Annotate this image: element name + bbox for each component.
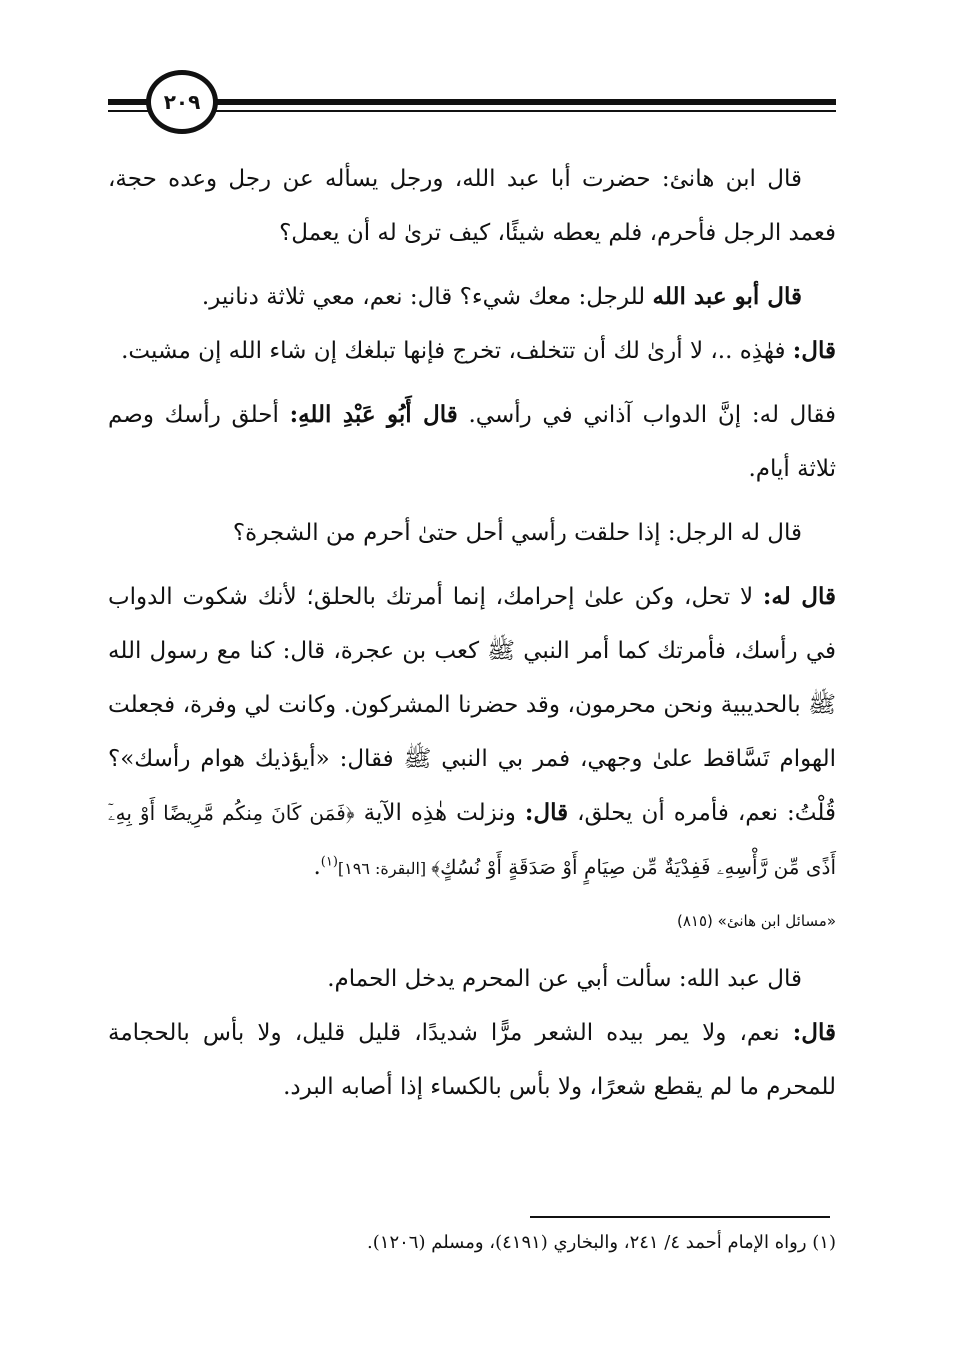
paragraph-6-text-2: ونزلت هٰذِه الآية — [354, 800, 525, 826]
paragraph-3 — [108, 324, 836, 378]
paragraph-2-text: للرجل: معك شيء؟ قال: نعم، معي ثلاثة دنانير. — [201, 284, 653, 310]
paragraph-8 — [108, 1006, 836, 1114]
paragraph-2 — [108, 270, 836, 324]
paragraph-5 — [108, 506, 836, 560]
page-number-oval — [146, 70, 218, 134]
paragraph-3-speaker: قال: — [792, 337, 836, 364]
paragraph-2-speaker: قال أبو عبد الله — [652, 283, 802, 310]
header-rule-thin — [108, 110, 836, 112]
paragraph-1-text: قال ابن هانئ: حضرت أبا عبد الله، ورجل يسأله عن رجل وعده حجة، فعمد الرجل فأحرم، فلم يعطه شيئًا، كيف ترىٰ له أن يعمل؟ — [108, 166, 836, 246]
source-citation — [108, 904, 836, 938]
paragraph-4-speaker: قال أَبُو عَبْدِ اللهِ: — [289, 401, 458, 428]
paragraph-5-text: قال له الرجل: إذا حلقت رأسي أحل حتىٰ أحرم من الشجرة؟ — [232, 520, 802, 546]
footnote — [108, 1228, 836, 1258]
page-body — [108, 152, 836, 1114]
paragraph-7-text: قال عبد الله: سألت أبي عن المحرم يدخل الحمام. — [327, 966, 802, 992]
paragraph-8-text: نعم، ولا يمر بيده الشعر مرًّا شديدًا، قليل قليل، ولا بأس بالحجامة للمحرم ما لم يقطع شعرًا، ولا بأس بالكساء إذا أصابه البرد. — [108, 1020, 836, 1100]
source-citation-text: «مسائل ابن هانئ» (٨١٥) — [677, 912, 836, 930]
paragraph-6-speaker: قال له: — [762, 583, 836, 610]
footnote-text: (١) رواه الإمام أحمد ٤/ ٢٤١، والبخاري (٤١٩١)، ومسلم (١٢٠٦). — [367, 1232, 836, 1253]
paragraph-6-end: . — [313, 854, 321, 880]
paragraph-8-speaker: قال: — [792, 1019, 836, 1046]
footnote-marker: (١) — [320, 854, 338, 870]
page-header — [108, 66, 836, 146]
paragraph-6-text-1: لا تحل، وكن علىٰ إحرامك، إنما أمرتك بالحلق؛ لأنك شكوت الدواب في رأسك، فأمرتك كما أمر النبي ﷺ كعب بن عجرة، قال: كنا مع رسول الله ﷺ بالحديبية ونحن محرمون، وقد حضرنا المشركون. وكانت لي وفرة، فجعلت الهوام تَسَّاقط علىٰ وجهي، فمر بي النبي ﷺ فقال: «أيؤذيك هوام رأسك»؟ قُلْتُ: نعم، فأمره أن يحلق، — [108, 584, 837, 826]
page-number: ٢٠٩ — [163, 90, 201, 114]
paragraph-4 — [108, 388, 836, 496]
section-2 — [108, 952, 836, 1114]
paragraph-1 — [108, 152, 836, 260]
verse-reference: [البقرة: ١٩٦] — [337, 859, 432, 878]
quran-verse: ﴿فَمَن كَانَ مِنكُم مَّرِيضًا أَوْ بِهِۦٓ أَذًى مِّن رَّأْسِهِۦ فَفِدْيَةٌ مِّن صِيَامٍ أَوْ صَدَقَةٍ أَوْ نُسُكٍ﴾ — [108, 801, 836, 879]
paragraph-6-speaker-2: قال: — [524, 799, 569, 826]
footnote-separator — [530, 1216, 830, 1218]
paragraph-7 — [108, 952, 836, 1006]
paragraph-6 — [108, 570, 836, 896]
paragraph-3-text: فهٰذِه ..، لا أرىٰ لك أن تتخلف، تخرج فإنها تبلغك إن شاء الله إن مشيت. — [121, 338, 793, 364]
paragraph-4-text: أحلق رأسك وصم ثلاثة أيام. — [108, 402, 836, 482]
paragraph-4-start: فقال له: إنَّ الدواب آذاني في رأسي. — [457, 402, 837, 428]
